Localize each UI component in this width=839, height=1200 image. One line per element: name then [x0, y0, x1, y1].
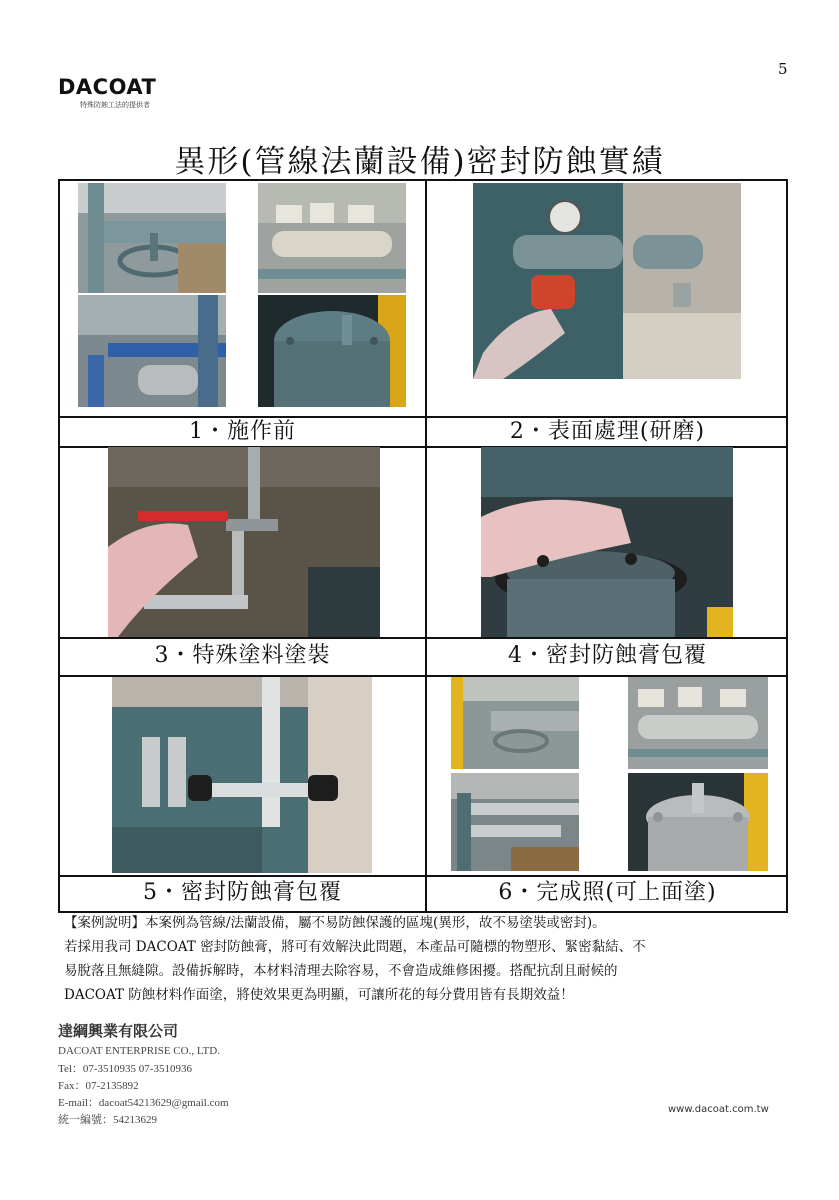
company-name: 達綱興業有限公司	[58, 1022, 179, 1040]
page-number: 5	[778, 60, 788, 78]
description-line: 易脫落且無縫隙。設備拆解時，本材料清理去除容易，不會造成維修困擾。搭配抗刮且耐候的	[64, 963, 618, 979]
company-logo	[58, 76, 156, 110]
description-line: DACOAT 防蝕材料作面塗，將使效果更為明顯，可讓所花的每分費用皆有長期效益！	[64, 987, 574, 1003]
company-english-name: DACOAT ENTERPRISE CO., LTD.	[58, 1045, 220, 1057]
company-info	[58, 1020, 229, 1129]
company-tel: Tel：07-3510935 07-3510936	[58, 1063, 192, 1075]
step-6-caption: 6・完成照(可上面塗)	[498, 880, 717, 905]
grid-divider-vertical	[425, 181, 427, 911]
step-5-caption: 5・密封防蝕膏包覆	[143, 880, 342, 905]
photo-finished-valve	[451, 677, 579, 769]
photo-coating-brush	[108, 447, 380, 637]
photo-before-equipment	[258, 183, 406, 293]
description-line: 若採用我司 DACOAT 密封防蝕膏，將可有效解決此問題，本產品可隨標的物塑形、緊密黏結、不	[64, 939, 646, 955]
logo-wordmark: DACOAT	[58, 75, 157, 99]
photo-finished-equipment	[628, 677, 768, 769]
step-3-caption: 3・特殊塗料塗裝	[154, 643, 331, 668]
page-title: 異形(管線法蘭設備)密封防蝕實績	[174, 144, 665, 180]
photo-wrapped-pipes	[112, 677, 372, 873]
step-2-caption: 2・表面處理(研磨)	[509, 419, 706, 444]
photo-sealing-paste	[481, 447, 733, 637]
photo-grid	[58, 179, 788, 913]
company-email: E-mail：dacoat54213629@gmail.com	[58, 1097, 229, 1109]
photo-grinding	[473, 183, 741, 379]
website-url: www.dacoat.com.tw	[668, 1104, 769, 1115]
photo-before-valve	[78, 183, 226, 293]
step-1-caption: 1・施作前	[189, 419, 296, 444]
grid-divider	[60, 875, 786, 877]
company-tax-id: 統一編號：54213629	[58, 1114, 157, 1126]
photo-before-pipes	[78, 295, 226, 407]
photo-finished-flange	[628, 773, 768, 871]
grid-divider	[60, 637, 786, 639]
description-line: 【案例說明】本案例為管線/法蘭設備，屬不易防蝕保護的區塊(異形，故不易塗裝或密封)。	[64, 915, 606, 931]
photo-finished-pipes	[451, 773, 579, 871]
photo-before-flange-top	[258, 295, 406, 407]
case-description	[64, 911, 784, 1007]
logo-tagline: 特殊防蝕工法的提供者	[80, 101, 150, 109]
company-fax: Fax：07-2135892	[58, 1080, 139, 1092]
step-4-caption: 4・密封防蝕膏包覆	[508, 643, 707, 668]
